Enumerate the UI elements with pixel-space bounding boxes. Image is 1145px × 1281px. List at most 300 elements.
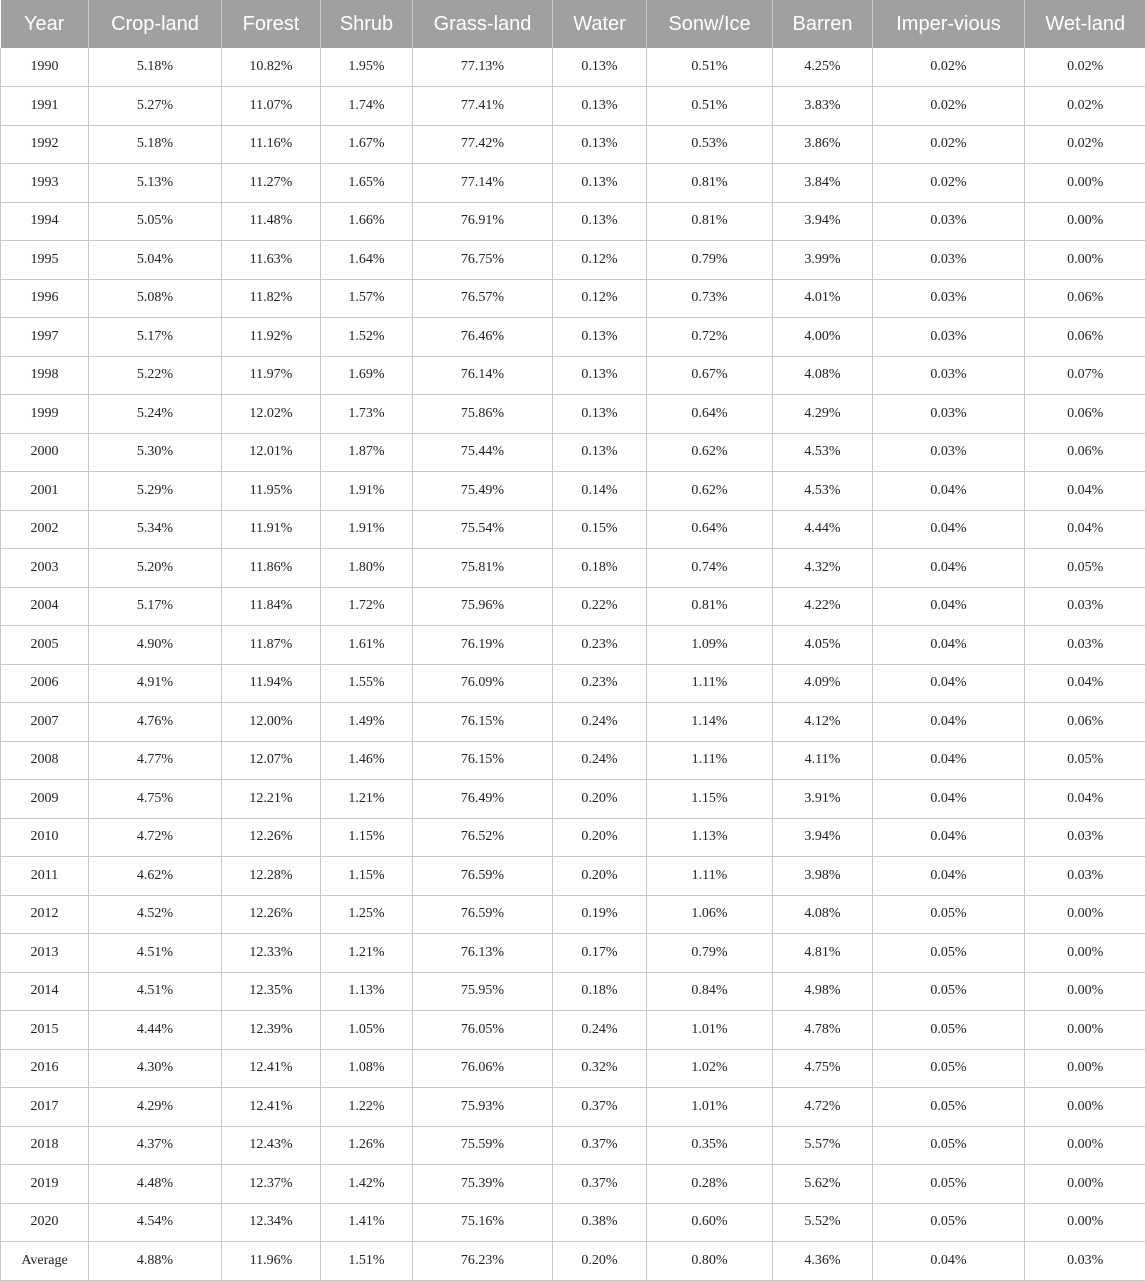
table-cell: 0.37% [553, 1088, 647, 1127]
column-header: Crop-land [89, 0, 222, 48]
table-cell: 1.91% [321, 510, 413, 549]
table-cell: 0.05% [873, 1011, 1025, 1050]
table-cell: 0.84% [647, 972, 773, 1011]
table-cell: 0.05% [873, 972, 1025, 1011]
table-cell: 0.03% [1025, 626, 1145, 665]
table-cell: 77.13% [413, 48, 553, 87]
table-cell: 11.94% [222, 664, 321, 703]
table-cell: 0.05% [873, 895, 1025, 934]
table-cell: 0.81% [647, 587, 773, 626]
table-row [1, 1049, 1145, 1088]
table-cell: 11.95% [222, 472, 321, 511]
row-label-cell: 1997 [1, 318, 89, 357]
table-cell: 0.35% [647, 1126, 773, 1165]
table-cell: 0.24% [553, 741, 647, 780]
table-cell: 0.64% [647, 510, 773, 549]
table-row [1, 1088, 1145, 1127]
table-cell: 12.37% [222, 1165, 321, 1204]
table-cell: 1.25% [321, 895, 413, 934]
row-label-cell: 2008 [1, 741, 89, 780]
table-cell: 0.03% [873, 241, 1025, 280]
table-cell: 4.08% [773, 356, 873, 395]
table-cell: 11.16% [222, 125, 321, 164]
table-row [1, 356, 1145, 395]
table-cell: 4.91% [89, 664, 222, 703]
table-cell: 1.09% [647, 626, 773, 665]
table-cell: 1.61% [321, 626, 413, 665]
table-row [1, 895, 1145, 934]
row-label-cell: 2000 [1, 433, 89, 472]
table-cell: 75.86% [413, 395, 553, 434]
table-cell: 0.37% [553, 1126, 647, 1165]
table-row [1, 125, 1145, 164]
table-cell: 5.17% [89, 318, 222, 357]
table-cell: 0.17% [553, 934, 647, 973]
table-cell: 0.05% [873, 1165, 1025, 1204]
table-cell: 3.94% [773, 202, 873, 241]
table-cell: 0.00% [1025, 164, 1145, 203]
table-cell: 0.02% [873, 87, 1025, 126]
column-header: Forest [222, 0, 321, 48]
table-cell: 1.21% [321, 780, 413, 819]
table-row [1, 87, 1145, 126]
table-cell: 11.97% [222, 356, 321, 395]
table-row [1, 626, 1145, 665]
table-cell: 77.42% [413, 125, 553, 164]
table-cell: 0.03% [873, 395, 1025, 434]
table-cell: 0.03% [1025, 857, 1145, 896]
table-cell: 0.62% [647, 472, 773, 511]
table-cell: 4.72% [773, 1088, 873, 1127]
row-label-cell: 1993 [1, 164, 89, 203]
table-cell: 76.91% [413, 202, 553, 241]
table-cell: 4.75% [773, 1049, 873, 1088]
table-cell: 77.41% [413, 87, 553, 126]
table-cell: 0.03% [1025, 818, 1145, 857]
table-cell: 12.43% [222, 1126, 321, 1165]
table-cell: 11.86% [222, 549, 321, 588]
table-cell: 1.11% [647, 857, 773, 896]
table-cell: 0.13% [553, 433, 647, 472]
average-row [1, 1242, 1145, 1281]
row-label-cell: 1995 [1, 241, 89, 280]
table-cell: 0.81% [647, 164, 773, 203]
table-cell: 12.02% [222, 395, 321, 434]
table-cell: 0.05% [1025, 549, 1145, 588]
table-row [1, 1203, 1145, 1242]
table-cell: 12.35% [222, 972, 321, 1011]
table-row [1, 510, 1145, 549]
table-cell: 4.51% [89, 972, 222, 1011]
table-cell: 0.00% [1025, 934, 1145, 973]
table-cell: 0.04% [873, 664, 1025, 703]
table-row [1, 202, 1145, 241]
table-cell: 1.67% [321, 125, 413, 164]
row-label-cell: 2015 [1, 1011, 89, 1050]
table-cell: 12.33% [222, 934, 321, 973]
row-label-cell: 2006 [1, 664, 89, 703]
table-cell: 4.05% [773, 626, 873, 665]
table-cell: 1.42% [321, 1165, 413, 1204]
table-cell: 0.28% [647, 1165, 773, 1204]
table-row [1, 395, 1145, 434]
row-label-cell: 1990 [1, 48, 89, 87]
table-cell: 5.27% [89, 87, 222, 126]
table-cell: 1.15% [321, 818, 413, 857]
table-cell: 4.44% [773, 510, 873, 549]
table-cell: 1.46% [321, 741, 413, 780]
table-cell: 5.62% [773, 1165, 873, 1204]
table-cell: 1.22% [321, 1088, 413, 1127]
table-cell: 12.41% [222, 1049, 321, 1088]
table-cell: 5.34% [89, 510, 222, 549]
table-cell: 76.57% [413, 279, 553, 318]
row-label-cell: 2007 [1, 703, 89, 742]
table-cell: 0.18% [553, 972, 647, 1011]
table-cell: 75.95% [413, 972, 553, 1011]
table-cell: 11.92% [222, 318, 321, 357]
table-cell: 1.08% [321, 1049, 413, 1088]
table-cell: 5.05% [89, 202, 222, 241]
table-row [1, 1126, 1145, 1165]
table-cell: 76.15% [413, 741, 553, 780]
table-cell: 0.05% [873, 1049, 1025, 1088]
table-cell: 1.41% [321, 1203, 413, 1242]
table-cell: 4.30% [89, 1049, 222, 1088]
table-cell: 0.13% [553, 318, 647, 357]
table-cell: 0.00% [1025, 1088, 1145, 1127]
table-cell: 76.59% [413, 895, 553, 934]
table-cell: 0.24% [553, 1011, 647, 1050]
table-cell: 0.32% [553, 1049, 647, 1088]
table-cell: 1.51% [321, 1242, 413, 1281]
table-cell: 0.62% [647, 433, 773, 472]
table-cell: 0.02% [873, 164, 1025, 203]
table-body [1, 48, 1145, 1280]
table-cell: 0.02% [873, 48, 1025, 87]
row-label-cell: 2016 [1, 1049, 89, 1088]
table-cell: 1.14% [647, 703, 773, 742]
table-cell: 4.01% [773, 279, 873, 318]
table-cell: 0.04% [873, 472, 1025, 511]
table-header [1, 0, 1145, 48]
table-cell: 0.13% [553, 87, 647, 126]
table-row [1, 1165, 1145, 1204]
table-cell: 0.00% [1025, 1049, 1145, 1088]
table-cell: 0.38% [553, 1203, 647, 1242]
table-cell: 4.53% [773, 433, 873, 472]
table-cell: 0.00% [1025, 1203, 1145, 1242]
table-cell: 0.60% [647, 1203, 773, 1242]
table-cell: 0.13% [553, 202, 647, 241]
table-cell: 1.55% [321, 664, 413, 703]
table-cell: 0.03% [1025, 1242, 1145, 1281]
table-cell: 0.05% [873, 934, 1025, 973]
table-cell: 4.48% [89, 1165, 222, 1204]
table-cell: 1.57% [321, 279, 413, 318]
row-label-cell: 1998 [1, 356, 89, 395]
table-cell: 3.91% [773, 780, 873, 819]
table-cell: 0.06% [1025, 318, 1145, 357]
row-label-cell: 1996 [1, 279, 89, 318]
table-cell: 4.32% [773, 549, 873, 588]
table-cell: 0.04% [873, 1242, 1025, 1281]
table-cell: 5.08% [89, 279, 222, 318]
row-label-cell: 2013 [1, 934, 89, 973]
table-row [1, 279, 1145, 318]
table-cell: 0.04% [873, 857, 1025, 896]
table-cell: 5.18% [89, 48, 222, 87]
table-cell: 76.46% [413, 318, 553, 357]
table-cell: 4.44% [89, 1011, 222, 1050]
table-cell: 4.29% [773, 395, 873, 434]
table-cell: 4.54% [89, 1203, 222, 1242]
table-cell: 12.00% [222, 703, 321, 742]
table-cell: 1.87% [321, 433, 413, 472]
table-cell: 12.21% [222, 780, 321, 819]
table-cell: 0.03% [873, 433, 1025, 472]
row-label-cell: 1994 [1, 202, 89, 241]
table-cell: 12.28% [222, 857, 321, 896]
table-cell: 12.34% [222, 1203, 321, 1242]
row-label-cell: 2014 [1, 972, 89, 1011]
header-row [1, 0, 1145, 48]
row-label-cell: 2001 [1, 472, 89, 511]
table-cell: 1.01% [647, 1088, 773, 1127]
table-cell: 75.81% [413, 549, 553, 588]
table-cell: 1.02% [647, 1049, 773, 1088]
table-cell: 0.13% [553, 125, 647, 164]
table-cell: 4.78% [773, 1011, 873, 1050]
column-header: Shrub [321, 0, 413, 48]
table-cell: 4.29% [89, 1088, 222, 1127]
table-row [1, 664, 1145, 703]
table-cell: 4.90% [89, 626, 222, 665]
table-cell: 4.77% [89, 741, 222, 780]
table-cell: 11.87% [222, 626, 321, 665]
table-cell: 77.14% [413, 164, 553, 203]
table-cell: 0.04% [1025, 510, 1145, 549]
table-row [1, 972, 1145, 1011]
table-cell: 1.95% [321, 48, 413, 87]
table-cell: 0.00% [1025, 972, 1145, 1011]
table-cell: 0.14% [553, 472, 647, 511]
table-cell: 5.20% [89, 549, 222, 588]
table-cell: 0.06% [1025, 395, 1145, 434]
table-cell: 76.09% [413, 664, 553, 703]
table-cell: 11.48% [222, 202, 321, 241]
table-cell: 0.03% [873, 279, 1025, 318]
table-cell: 0.03% [873, 318, 1025, 357]
table-cell: 0.02% [873, 125, 1025, 164]
table-cell: 5.57% [773, 1126, 873, 1165]
row-label-cell: 1991 [1, 87, 89, 126]
column-header: Barren [773, 0, 873, 48]
table-cell: 75.96% [413, 587, 553, 626]
table-cell: 4.98% [773, 972, 873, 1011]
table-cell: 0.00% [1025, 1126, 1145, 1165]
table-cell: 1.49% [321, 703, 413, 742]
table-cell: 5.13% [89, 164, 222, 203]
table-cell: 0.03% [873, 356, 1025, 395]
row-label-cell: 2012 [1, 895, 89, 934]
table-cell: 1.66% [321, 202, 413, 241]
table-cell: 1.13% [321, 972, 413, 1011]
table-cell: 0.12% [553, 241, 647, 280]
table-cell: 1.15% [321, 857, 413, 896]
table-cell: 0.04% [873, 587, 1025, 626]
table-cell: 4.11% [773, 741, 873, 780]
table-cell: 11.96% [222, 1242, 321, 1281]
table-cell: 1.11% [647, 664, 773, 703]
table-cell: 0.13% [553, 164, 647, 203]
table-cell: 76.23% [413, 1242, 553, 1281]
table-cell: 0.04% [873, 741, 1025, 780]
row-label-cell: 2003 [1, 549, 89, 588]
table-cell: 0.79% [647, 934, 773, 973]
table-cell: 1.26% [321, 1126, 413, 1165]
table-cell: 0.04% [1025, 780, 1145, 819]
table-cell: 4.00% [773, 318, 873, 357]
table-cell: 0.22% [553, 587, 647, 626]
table-cell: 1.65% [321, 164, 413, 203]
column-header: Year [1, 0, 89, 48]
table-cell: 1.91% [321, 472, 413, 511]
table-cell: 0.04% [873, 780, 1025, 819]
table-cell: 1.01% [647, 1011, 773, 1050]
table-cell: 1.15% [647, 780, 773, 819]
table-cell: 0.67% [647, 356, 773, 395]
table-cell: 0.20% [553, 1242, 647, 1281]
table-cell: 0.20% [553, 818, 647, 857]
table-cell: 1.64% [321, 241, 413, 280]
table-cell: 0.07% [1025, 356, 1145, 395]
table-row [1, 472, 1145, 511]
row-label-cell: 2011 [1, 857, 89, 896]
table-cell: 76.19% [413, 626, 553, 665]
table-cell: 0.05% [873, 1126, 1025, 1165]
table-cell: 0.73% [647, 279, 773, 318]
table-row [1, 1011, 1145, 1050]
table-row [1, 549, 1145, 588]
table-cell: 75.44% [413, 433, 553, 472]
table-cell: 0.02% [1025, 87, 1145, 126]
table-cell: 76.05% [413, 1011, 553, 1050]
table-cell: 4.81% [773, 934, 873, 973]
column-header: Sonw/Ice [647, 0, 773, 48]
table-cell: 0.06% [1025, 279, 1145, 318]
table-cell: 76.06% [413, 1049, 553, 1088]
row-label-cell: 2019 [1, 1165, 89, 1204]
table-cell: 4.25% [773, 48, 873, 87]
table-cell: 11.91% [222, 510, 321, 549]
row-label-cell: 2004 [1, 587, 89, 626]
table-cell: 3.99% [773, 241, 873, 280]
table-cell: 0.51% [647, 48, 773, 87]
row-label-cell: Average [1, 1242, 89, 1281]
table-cell: 0.19% [553, 895, 647, 934]
row-label-cell: 1992 [1, 125, 89, 164]
table-cell: 5.18% [89, 125, 222, 164]
table-cell: 75.39% [413, 1165, 553, 1204]
row-label-cell: 1999 [1, 395, 89, 434]
table-cell: 0.53% [647, 125, 773, 164]
row-label-cell: 2010 [1, 818, 89, 857]
table-cell: 0.23% [553, 664, 647, 703]
row-label-cell: 2017 [1, 1088, 89, 1127]
table-row [1, 818, 1145, 857]
table-cell: 0.03% [873, 202, 1025, 241]
table-row [1, 318, 1145, 357]
table-cell: 0.04% [1025, 664, 1145, 703]
table-cell: 4.53% [773, 472, 873, 511]
table-cell: 4.88% [89, 1242, 222, 1281]
table-cell: 4.08% [773, 895, 873, 934]
table-cell: 1.73% [321, 395, 413, 434]
table-cell: 0.23% [553, 626, 647, 665]
table-cell: 4.51% [89, 934, 222, 973]
table-cell: 0.13% [553, 48, 647, 87]
table-cell: 0.18% [553, 549, 647, 588]
table-cell: 0.37% [553, 1165, 647, 1204]
table-cell: 0.51% [647, 87, 773, 126]
table-row [1, 587, 1145, 626]
table-cell: 0.05% [873, 1203, 1025, 1242]
table-row [1, 241, 1145, 280]
table-cell: 11.82% [222, 279, 321, 318]
table-cell: 3.83% [773, 87, 873, 126]
table-cell: 5.30% [89, 433, 222, 472]
table-cell: 0.64% [647, 395, 773, 434]
table-cell: 76.75% [413, 241, 553, 280]
table-cell: 0.02% [1025, 48, 1145, 87]
table-cell: 76.49% [413, 780, 553, 819]
table-cell: 0.00% [1025, 1165, 1145, 1204]
table-row [1, 703, 1145, 742]
table-cell: 75.16% [413, 1203, 553, 1242]
table-row [1, 433, 1145, 472]
table-cell: 0.20% [553, 780, 647, 819]
table-cell: 76.52% [413, 818, 553, 857]
table-cell: 0.12% [553, 279, 647, 318]
table-row [1, 780, 1145, 819]
column-header: Imper-vious [873, 0, 1025, 48]
table-cell: 76.13% [413, 934, 553, 973]
table-cell: 4.22% [773, 587, 873, 626]
table-cell: 5.24% [89, 395, 222, 434]
table-cell: 5.17% [89, 587, 222, 626]
table-cell: 0.13% [553, 356, 647, 395]
table-cell: 0.04% [873, 818, 1025, 857]
table-cell: 75.54% [413, 510, 553, 549]
table-cell: 0.72% [647, 318, 773, 357]
table-cell: 1.74% [321, 87, 413, 126]
table-cell: 10.82% [222, 48, 321, 87]
table-cell: 5.22% [89, 356, 222, 395]
table-row [1, 164, 1145, 203]
table-row [1, 857, 1145, 896]
table-cell: 0.00% [1025, 241, 1145, 280]
table-cell: 0.04% [873, 510, 1025, 549]
row-label-cell: 2002 [1, 510, 89, 549]
table-cell: 1.05% [321, 1011, 413, 1050]
column-header: Grass-land [413, 0, 553, 48]
table-cell: 1.72% [321, 587, 413, 626]
table-cell: 0.74% [647, 549, 773, 588]
table-cell: 5.29% [89, 472, 222, 511]
row-label-cell: 2005 [1, 626, 89, 665]
table-cell: 1.80% [321, 549, 413, 588]
